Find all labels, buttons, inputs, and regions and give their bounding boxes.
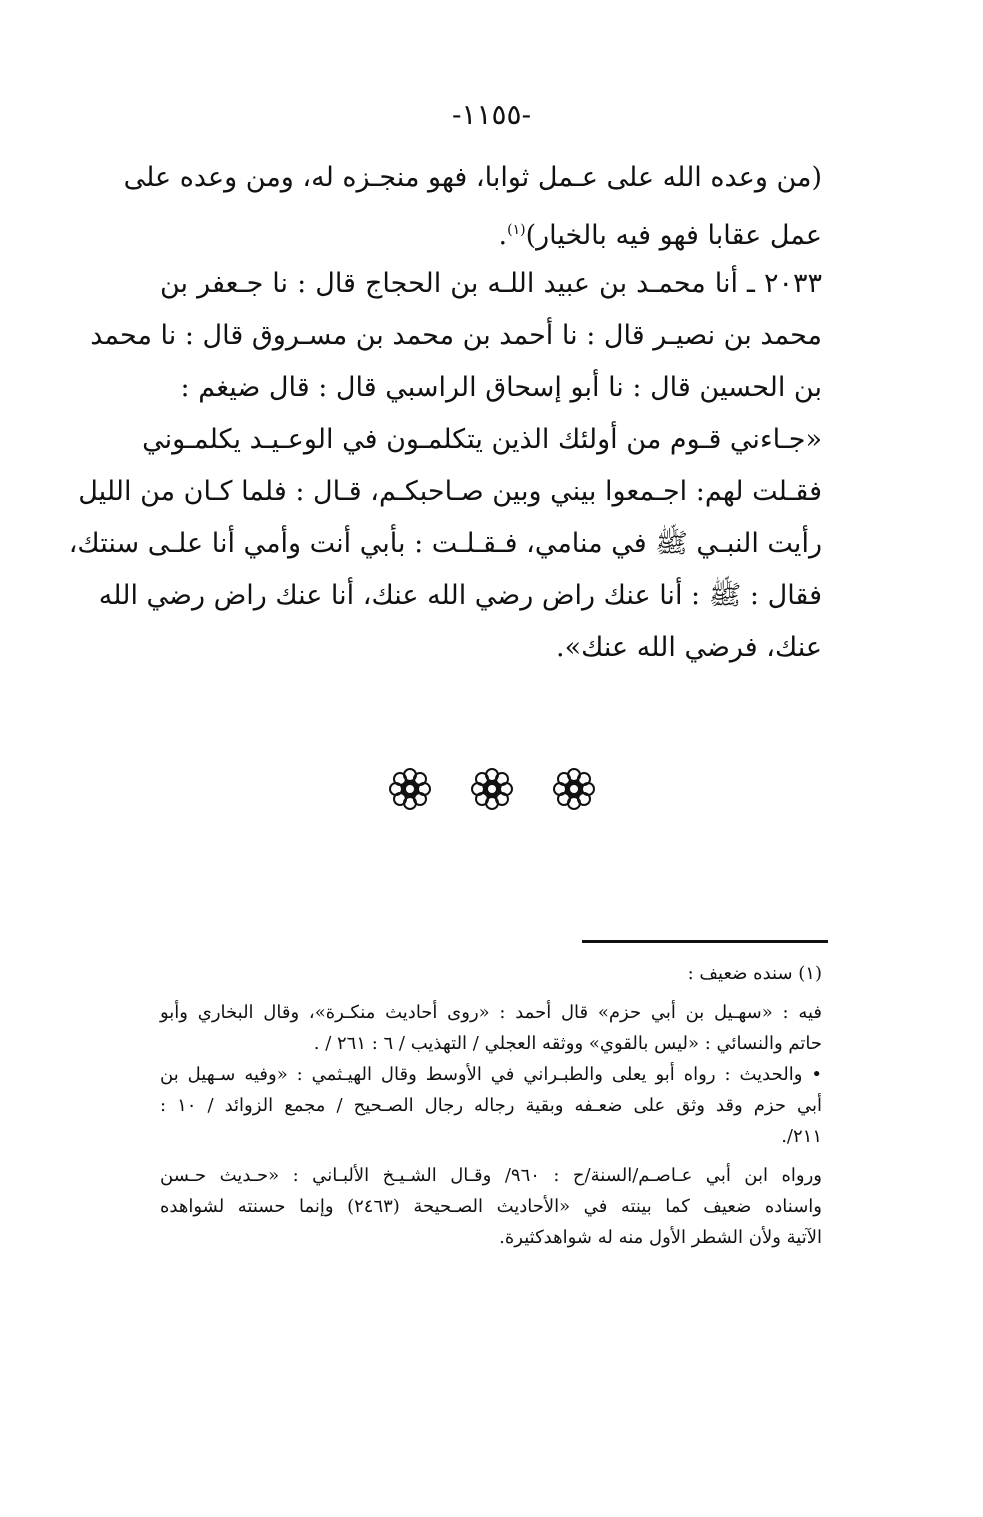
floral-ornament-icon <box>387 766 433 812</box>
floral-ornament-icon <box>551 766 597 812</box>
footnotes <box>160 958 822 1253</box>
footnote-line: ورواه ابن أبي عـاصـم/السنة/ح : ٩٦٠/ وقـال الشـيـخ الألبـاني : «حـديث حـسن <box>160 1165 822 1186</box>
paragraph-1 <box>123 152 822 262</box>
footnote-line: ٢١١/. <box>781 1126 822 1147</box>
text-line-content: عمل عقابا فهو فيه بالخيار) <box>525 220 822 251</box>
text-line: بن الحسين قال : نا أبو إسحاق الراسبي قال : قال ضيغم : <box>180 372 822 403</box>
footnote-reference[interactable]: (١) <box>507 222 526 238</box>
text-line: فقـلت لهم: اجـمعوا بيني وبين صـاحبكـم، قـال : فلما كـان من الليل <box>78 476 822 507</box>
footnote-line: حاتم والنسائي : «ليس بالقوي» ووثقه العجلي / التهذيب / ٦ : ٢٦١ / . <box>313 1033 822 1054</box>
footnote-heading: (١) سنده ضعيف : <box>687 963 822 984</box>
footnote-line: • والحديث : رواه أبو يعلى والطبـراني في الأوسط وقال الهيـثمي : «وفيه سـهيل بن <box>160 1064 822 1085</box>
page-number: -١١٥٥- <box>451 98 532 131</box>
text-line: عنك، فرضي الله عنك». <box>556 632 822 663</box>
footnote-line: أبي حزم وقد وثق على ضعـفه وبقية رجاله رجال الصـحيح / مجمع الزوائد / ١٠ : <box>160 1095 822 1116</box>
text-line: رأيت النبـي ﷺ في منامي، فـقـلـت : بأبي أنت وأمي أنا علـى سنتك، <box>68 528 822 559</box>
section-divider-ornaments <box>0 766 983 812</box>
text-line: فقال : ﷺ : أنا عنك راض رضي الله عنك، أنا عنك راض رضي الله <box>98 580 822 611</box>
footnote-separator <box>582 940 828 943</box>
text-line <box>160 204 822 262</box>
footnote-line: واسناده ضعيف كما بينته في «الأحاديث الصـحيحة (٢٤٦٣) وإنما حسنته لشواهده <box>160 1196 822 1217</box>
footnote-line: الآتية ولأن الشطر الأول منه له شواهدكثيرة. <box>499 1227 822 1248</box>
floral-ornament-icon <box>469 766 515 812</box>
text-line: «جـاءني قـوم من أولئك الذين يتكلمـون في الوعـيـد يكلمـوني <box>142 424 822 455</box>
footnote-line: فيه : «سهـيل بن أبي حزم» قال أحمد : «روى أحاديث منكـرة»، وقال البخاري وأبو <box>160 1002 822 1023</box>
paragraph-3-narration <box>68 414 822 674</box>
paragraph-2-hadith-chain <box>90 258 822 414</box>
text-line: ٢٠٣٣ ـ أنا محمـد بن عبيد اللـه بن الحجاج قال : نا جـعفر بن <box>160 268 822 299</box>
line-end-punctuation: . <box>498 220 508 251</box>
text-line: محمد بن نصيـر قال : نا أحمد بن محمد بن مسـروق قال : نا محمد <box>90 320 822 351</box>
text-line: (من وعده الله على عـمل ثوابا، فهو منجـزه له، ومن وعده على <box>123 162 822 193</box>
